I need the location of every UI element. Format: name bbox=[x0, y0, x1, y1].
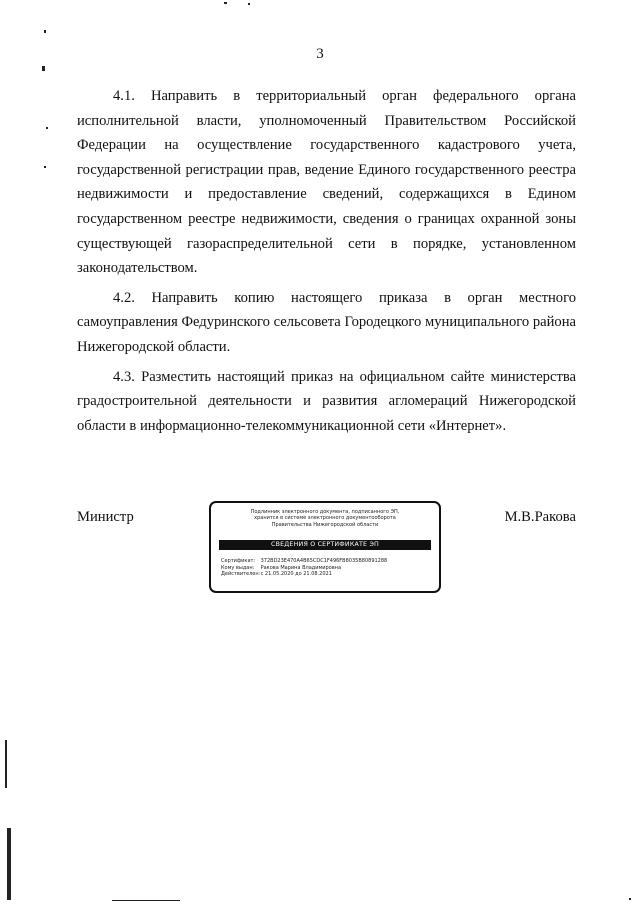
signatory-title: Министр bbox=[77, 509, 134, 525]
signature-block bbox=[77, 506, 576, 606]
stamp-header: СВЕДЕНИЯ О СЕРТИФИКАТЕ ЭП bbox=[219, 540, 431, 550]
electronic-signature-stamp bbox=[209, 501, 441, 593]
scan-speck bbox=[42, 66, 45, 71]
paragraph-4-3: 4.3. Разместить настоящий приказ на официальном сайте министерства градостроительной деятельности и развития агломераций Нижегородской области в информационно-телекоммуникационной сети «Интернет». bbox=[77, 368, 576, 434]
scan-bottom-line bbox=[112, 900, 180, 901]
stamp-notice-line: Правительства Нижегородской области bbox=[271, 521, 379, 528]
issued-to-value: Ракова Марина Владимировна bbox=[260, 564, 342, 571]
scan-speck bbox=[44, 30, 46, 33]
paragraph-4-2: 4.2. Направить копию настоящего приказа в орган местного самоуправления Федуринского сельсовета Городецкого муниципального района Нижегородской области. bbox=[77, 289, 576, 355]
stamp-details bbox=[221, 558, 433, 578]
scan-edge-line bbox=[7, 828, 11, 900]
stamp-notice bbox=[217, 509, 433, 528]
validity-value: с 21.05.2020 до 21.08.2021 bbox=[260, 571, 332, 578]
scan-speck bbox=[248, 3, 250, 5]
scan-speck bbox=[224, 2, 227, 4]
document-body bbox=[77, 84, 576, 443]
validity-label: Действителен: bbox=[221, 571, 261, 578]
scan-edge-line bbox=[5, 740, 7, 788]
validity-row bbox=[221, 571, 433, 578]
scan-speck bbox=[46, 127, 48, 129]
scan-speck bbox=[44, 166, 46, 168]
stamp-notice-line: Подлинник электронного документа, подписанного ЭП, bbox=[250, 509, 400, 515]
certificate-label: Сертификат: bbox=[221, 558, 256, 564]
certificate-value: 372BD23E470A4B65CDC1F496FB8035B80891288 bbox=[260, 558, 388, 564]
certificate-row bbox=[221, 558, 433, 565]
paragraph-4-1: 4.1. Направить в территориальный орган федерального органа исполнительной власти, уполномоченный Правительством Российской Федерации на осуществление государственного кадастрового учета, государственной регистрации прав, ведение Единого государственного реестра недвижимости и предоставление сведений, содержащихся в Едином государственном реестре недвижимости, сведения о границах охранной зоны существующей газораспределительной сети в порядке, установленном законодательством. bbox=[77, 88, 576, 277]
signatory-name: М.В.Ракова bbox=[504, 509, 576, 525]
issued-to-label: Кому выдан: bbox=[221, 564, 255, 571]
scan-speck bbox=[629, 898, 631, 900]
stamp-notice-line: хранится в системе электронного документооборота bbox=[254, 515, 396, 522]
page-number: 3 bbox=[316, 46, 324, 62]
